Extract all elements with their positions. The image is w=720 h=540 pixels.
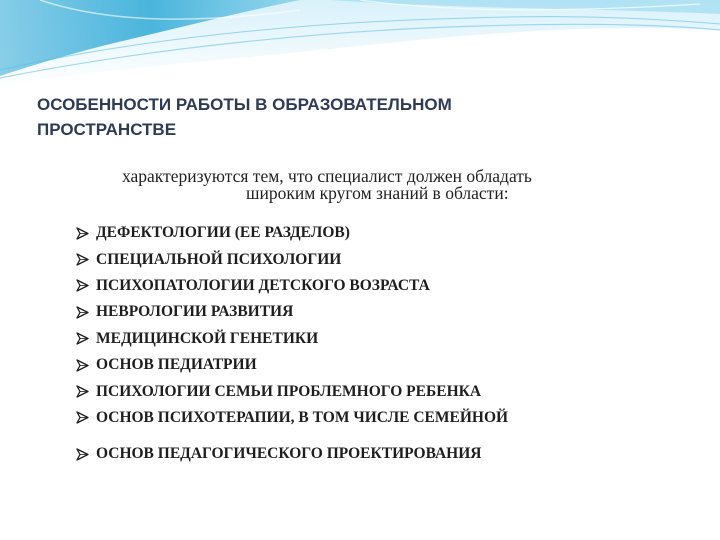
- list-item: [76, 246, 696, 272]
- list-item-label: НЕВРОЛОГИИ РАЗВИТИЯ: [96, 303, 294, 321]
- list-item-label: ОСНОВ ПСИХОТЕРАПИИ, В ТОМ ЧИСЛЕ СЕМЕЙНОЙ: [96, 408, 509, 426]
- list-item-label: ОСНОВ ПЕДИАТРИИ: [96, 356, 257, 374]
- arrow-check-bullet-icon: [76, 306, 96, 319]
- list-item: [76, 405, 696, 431]
- slide-title: [37, 92, 637, 142]
- list-item: [76, 299, 696, 325]
- list-item: [76, 441, 696, 467]
- list-item: [76, 378, 696, 404]
- intro-line-1: характеризуются тем, что специалист должен обладать: [122, 166, 532, 186]
- list-item: [76, 220, 696, 246]
- arrow-check-bullet-icon: [76, 279, 96, 292]
- list-item: [76, 326, 696, 352]
- list-item: [76, 273, 696, 299]
- arrow-check-bullet-icon: [76, 332, 96, 345]
- arrow-check-bullet-icon: [76, 227, 96, 240]
- slide-title-line-1: ОСОБЕННОСТИ РАБОТЫ В ОБРАЗОВАТЕЛЬНОМ: [37, 95, 452, 114]
- arrow-check-bullet-icon: [76, 253, 96, 266]
- arrow-check-bullet-icon: [76, 385, 96, 398]
- arrow-check-bullet-icon: [76, 411, 96, 424]
- list-item-label: ДЕФЕКТОЛОГИИ (ЕЕ РАЗДЕЛОВ): [96, 224, 350, 242]
- intro-line-2: широким кругом знаний в области:: [246, 183, 509, 203]
- list-item: [76, 352, 696, 378]
- list-item-label: МЕДИЦИНСКОЙ ГЕНЕТИКИ: [96, 329, 319, 347]
- list-item-label: ПСИХОПАТОЛОГИИ ДЕТСКОГО ВОЗРАСТА: [96, 276, 430, 294]
- list-item-label: ПСИХОЛОГИИ СЕМЬИ ПРОБЛЕМНОГО РЕБЕНКА: [96, 382, 482, 400]
- slide-title-line-2: ПРОСТРАНСТВЕ: [37, 120, 177, 139]
- arrow-check-bullet-icon: [76, 359, 96, 372]
- knowledge-areas-list: [76, 220, 696, 468]
- list-item-label: СПЕЦИАЛЬНОЙ ПСИХОЛОГИИ: [96, 250, 342, 268]
- intro-text: [122, 168, 682, 202]
- list-item-label: ОСНОВ ПЕДАГОГИЧЕСКОГО ПРОЕКТИРОВАНИЯ: [96, 445, 482, 463]
- arrow-check-bullet-icon: [76, 448, 96, 461]
